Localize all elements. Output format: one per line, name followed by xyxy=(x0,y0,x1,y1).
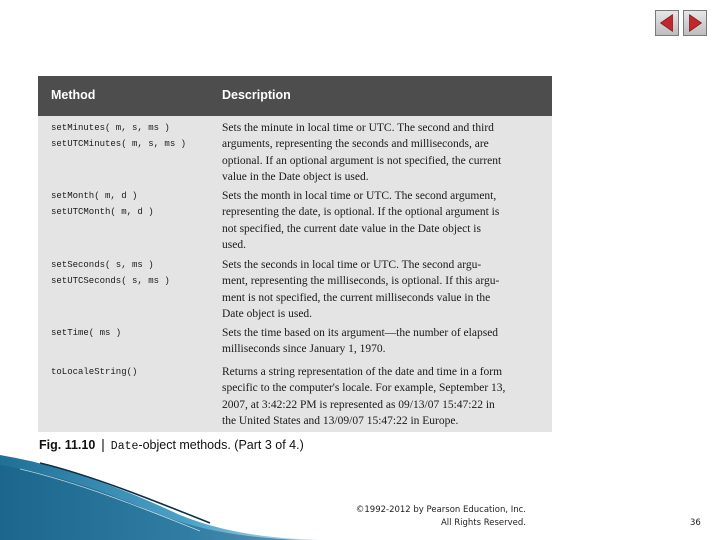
description-line: value in the Date object is used. xyxy=(222,171,369,184)
description-cell xyxy=(222,188,542,254)
caption-code: Date xyxy=(110,440,139,453)
rights-line: All Rights Reserved. xyxy=(440,518,526,528)
method-cell xyxy=(51,364,216,380)
method-name: setUTCMonth( m, d ) xyxy=(51,207,154,218)
description-line: Sets the month in local time or UTC. The second argument, xyxy=(222,190,497,202)
method-name: setSeconds( s, ms ) xyxy=(51,260,154,270)
description-line: milliseconds since January 1, 1970. xyxy=(222,343,386,356)
description-line: not specified, the current date value in the Date object is xyxy=(222,222,481,235)
description-line: arguments, representing the seconds and milliseconds, are xyxy=(222,138,489,151)
method-name: setUTCSeconds( s, ms ) xyxy=(51,276,170,287)
method-name: toLocaleString() xyxy=(51,367,138,377)
header-description: Description xyxy=(222,88,291,102)
description-cell xyxy=(222,257,542,323)
next-slide-button[interactable] xyxy=(683,10,707,36)
method-name: setUTCMinutes( m, s, ms ) xyxy=(51,139,187,150)
method-cell xyxy=(51,120,216,153)
description-line: Date object is used. xyxy=(222,308,313,321)
description-line: Sets the time based on its argument—the number of elapsed xyxy=(222,327,499,339)
figure-number: Fig. 11.10 xyxy=(39,438,96,452)
date-methods-table xyxy=(38,76,552,432)
caption-text: -object methods. (Part 3 of 4.) xyxy=(138,438,304,452)
description-line: Sets the seconds in local time or UTC. The second argu- xyxy=(222,259,482,271)
table-header xyxy=(38,76,552,116)
triangle-right-icon xyxy=(684,11,706,35)
description-cell xyxy=(222,120,542,186)
decorative-swoosh xyxy=(0,455,320,540)
description-cell xyxy=(222,364,542,430)
description-line: ment is not specified, the current milliseconds value in the xyxy=(222,291,491,304)
method-cell xyxy=(51,188,216,221)
method-name: setMinutes( m, s, ms ) xyxy=(51,123,170,133)
triangle-left-icon xyxy=(656,11,678,35)
description-line: ment, representing the milliseconds, is optional. If this argu- xyxy=(222,275,500,288)
method-name: setTime( ms ) xyxy=(51,328,122,338)
copyright-line: ©1992-2012 by Pearson Education, Inc. xyxy=(355,505,526,515)
figure-caption xyxy=(39,437,304,453)
description-line: specific to the computer's locale. For example, September 13, xyxy=(222,382,506,395)
description-line: 2007, at 3:42:22 PM is represented as 09/13/07 15:47:22 in xyxy=(222,398,495,411)
description-line: the United States and 13/09/07 15:47:22 in Europe. xyxy=(222,415,459,428)
method-cell xyxy=(51,257,216,290)
copyright-notice xyxy=(300,504,526,530)
description-line: Returns a string representation of the date and time in a form xyxy=(222,366,503,378)
description-line: representing the date, is optional. If the optional argument is xyxy=(222,206,500,219)
previous-slide-button[interactable] xyxy=(655,10,679,36)
header-method: Method xyxy=(51,88,96,102)
description-line: used. xyxy=(222,239,246,252)
description-cell xyxy=(222,325,542,358)
page-number: 36 xyxy=(690,518,701,528)
method-name: setMonth( m, d ) xyxy=(51,191,138,201)
caption-separator: | xyxy=(101,437,105,452)
description-line: optional. If an optional argument is not specified, the current xyxy=(222,154,502,167)
method-cell xyxy=(51,325,216,341)
description-line: Sets the minute in local time or UTC. The second and third xyxy=(222,122,494,134)
